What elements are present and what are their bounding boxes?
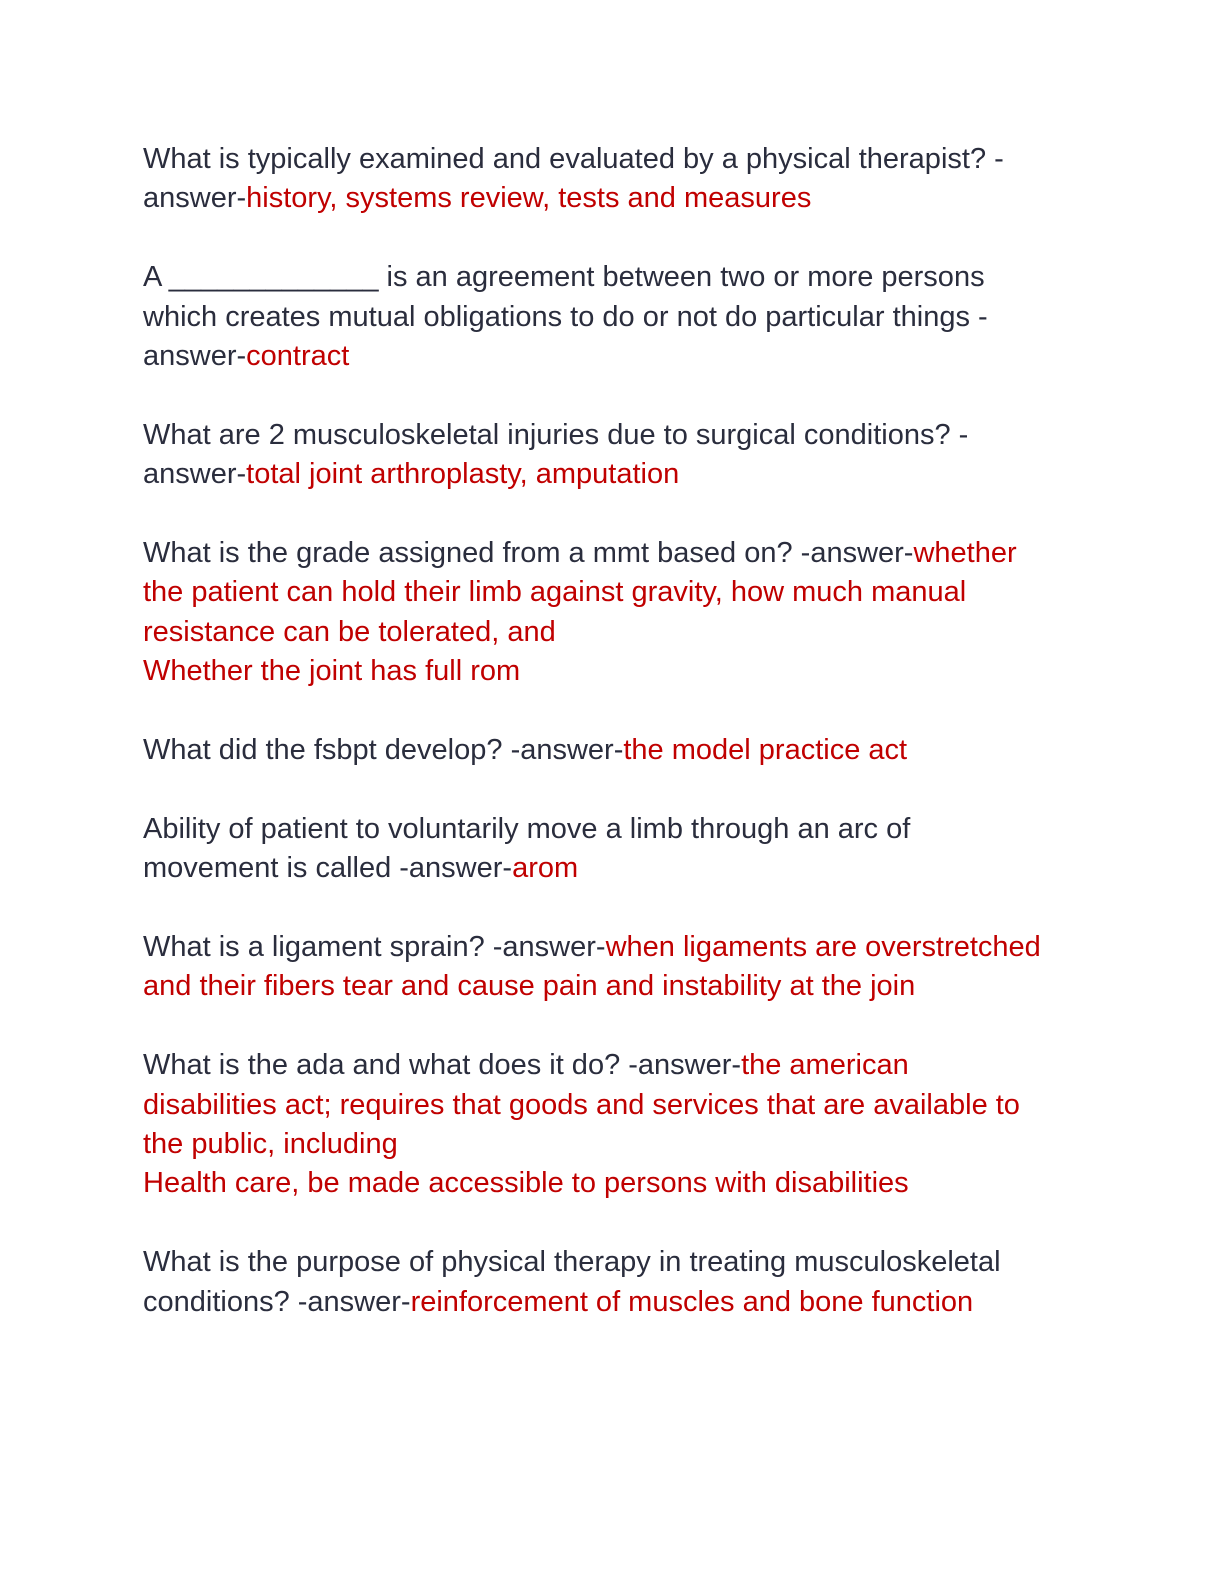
text-line (143, 967, 1103, 1006)
qa-item-7 (143, 928, 1103, 1007)
text-line (143, 1086, 1103, 1125)
text-line (143, 416, 1103, 455)
answer-text: reinforcement of muscles and bone function (410, 1285, 974, 1318)
question-text: Ability of patient to voluntarily move a limb through an arc of (143, 812, 911, 845)
text-line (143, 928, 1103, 967)
qa-item-3 (143, 416, 1103, 495)
question-text: movement is called -answer- (143, 852, 513, 885)
qa-list (143, 140, 1103, 1361)
text-line (143, 731, 1103, 770)
text-line (143, 849, 1103, 888)
answer-text: the public, including (143, 1128, 398, 1161)
answer-text: Whether the joint has full rom (143, 655, 521, 688)
qa-item-9 (143, 1243, 1103, 1322)
question-text: A _____________ is an agreement between two or more persons (143, 261, 985, 294)
question-text: answer- (143, 182, 247, 215)
answer-text: resistance can be tolerated, and (143, 615, 556, 648)
text-line (143, 298, 1103, 337)
text-line (143, 258, 1103, 297)
question-text: answer- (143, 340, 247, 373)
text-line (143, 140, 1103, 179)
question-text: What did the fsbpt develop? -answer- (143, 734, 624, 767)
question-text: conditions? -answer- (143, 1285, 411, 1318)
text-line (143, 1046, 1103, 1085)
answer-text: total joint arthroplasty, amputation (246, 458, 680, 491)
answer-text: arom (512, 852, 579, 885)
text-line (143, 1125, 1103, 1164)
question-text: What is the ada and what does it do? -answer- (143, 1049, 742, 1082)
answer-text: history, systems review, tests and measures (246, 182, 812, 215)
text-line (143, 1283, 1103, 1322)
text-line (143, 455, 1103, 494)
answer-text: disabilities act; requires that goods and services that are available to (143, 1088, 1020, 1121)
qa-item-1 (143, 140, 1103, 219)
text-line (143, 573, 1103, 612)
qa-item-5 (143, 731, 1103, 770)
qa-item-2 (143, 258, 1103, 376)
question-text: What is the grade assigned from a mmt based on? -answer- (143, 537, 914, 570)
question-text: answer- (143, 458, 247, 491)
answer-text: Health care, be made accessible to persons with disabilities (143, 1167, 909, 1200)
answer-text: the patient can hold their limb against gravity, how much manual (143, 576, 967, 609)
answer-text: when ligaments are overstretched (605, 931, 1041, 964)
text-line (143, 179, 1103, 218)
text-line (143, 810, 1103, 849)
answer-text: whether (913, 537, 1017, 570)
text-line (143, 337, 1103, 376)
text-line (143, 652, 1103, 691)
text-line (143, 534, 1103, 573)
qa-item-8 (143, 1046, 1103, 1204)
question-text: which creates mutual obligations to do or not do particular things - (143, 300, 988, 333)
text-line (143, 1243, 1103, 1282)
qa-item-4 (143, 534, 1103, 692)
question-text: What is the purpose of physical therapy in treating musculoskeletal (143, 1246, 1001, 1279)
answer-text: and their fibers tear and cause pain and instability at the join (143, 970, 916, 1003)
text-line (143, 1164, 1103, 1203)
question-text: What is a ligament sprain? -answer- (143, 931, 606, 964)
answer-text: the american (741, 1049, 909, 1082)
question-text: What are 2 musculoskeletal injuries due to surgical conditions? - (143, 418, 969, 451)
answer-text: contract (246, 340, 350, 373)
answer-text: the model practice act (623, 734, 908, 767)
question-text: What is typically examined and evaluated by a physical therapist? - (143, 143, 1004, 175)
qa-item-6 (143, 810, 1103, 889)
text-line (143, 613, 1103, 652)
